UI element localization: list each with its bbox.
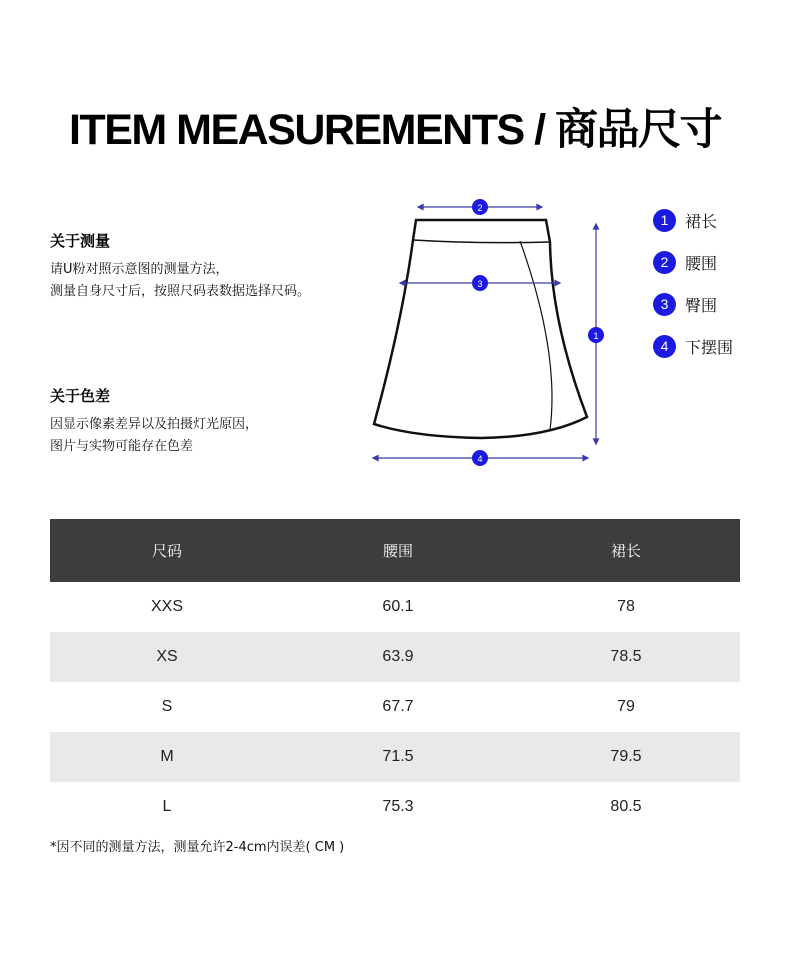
legend-label: 腰围 (685, 253, 718, 273)
legend-label: 下摆围 (685, 337, 734, 357)
header-length: 裙长 (512, 519, 740, 582)
skirt-diagram (360, 192, 610, 477)
marker-2 (472, 199, 488, 215)
about-measurement-heading: 关于测量 (50, 232, 111, 250)
about-color-heading: 关于色差 (50, 387, 111, 405)
header-size: 尺码 (50, 519, 284, 582)
cell-size: XXS (150, 598, 183, 615)
cell-size: S (161, 698, 173, 715)
svg-text:3: 3 (477, 279, 483, 289)
header-waist: 腰围 (284, 519, 512, 582)
measurement-footnote: *因不同的测量方法，测量允许2-4cm内误差( CM ) (50, 840, 345, 855)
cell-waist: 75.3 (382, 798, 414, 815)
about-color-line-1: 因显示像素差异以及拍摄灯光原因， (50, 417, 259, 432)
about-measurement-line-2: 测量自身尺寸后，按照尺码表数据选择尺码。 (50, 284, 311, 299)
cell-length: 79 (617, 698, 635, 715)
cell-length: 78.5 (512, 632, 740, 682)
cell-length: 79.5 (512, 732, 740, 782)
cell-size: XS (50, 632, 284, 682)
about-color-text (50, 414, 380, 458)
legend-label: 臀围 (685, 295, 718, 315)
legend-item-length (653, 208, 733, 232)
svg-text:2: 2 (477, 203, 483, 213)
legend-item-waist (653, 250, 733, 274)
page-title: ITEM MEASUREMENTS / 商品尺寸 (68, 106, 722, 154)
about-measurement-line-1: 请U粉对照示意图的测量方法， (50, 262, 229, 277)
cell-length: 80.5 (610, 798, 642, 815)
svg-text:1: 1 (593, 331, 599, 341)
measurement-legend (653, 208, 733, 376)
skirt-outline (374, 220, 587, 438)
legend-badge: 1 (653, 209, 676, 232)
legend-badge: 2 (653, 251, 676, 274)
table-row (50, 682, 740, 732)
cell-size: M (50, 732, 284, 782)
marker-3 (472, 275, 488, 291)
size-table (50, 519, 740, 832)
about-color-line-2: 图片与实物可能存在色差 (50, 439, 194, 454)
cell-waist: 67.7 (382, 698, 414, 715)
legend-label: 裙长 (685, 211, 718, 231)
legend-badge: 4 (653, 335, 676, 358)
legend-item-hem (653, 334, 733, 358)
marker-4 (472, 450, 488, 466)
table-row (50, 782, 740, 832)
cell-size: L (162, 798, 172, 815)
table-row (50, 582, 740, 632)
legend-item-hip (653, 292, 733, 316)
table-row (50, 732, 740, 782)
cell-waist: 63.9 (284, 632, 512, 682)
cell-length: 78 (617, 598, 635, 615)
about-measurement-text (50, 259, 380, 303)
table-header-row (50, 519, 740, 582)
svg-text:4: 4 (477, 454, 483, 464)
marker-1 (588, 327, 604, 343)
cell-waist: 60.1 (382, 598, 414, 615)
table-row (50, 632, 740, 682)
cell-waist: 71.5 (284, 732, 512, 782)
legend-badge: 3 (653, 293, 676, 316)
